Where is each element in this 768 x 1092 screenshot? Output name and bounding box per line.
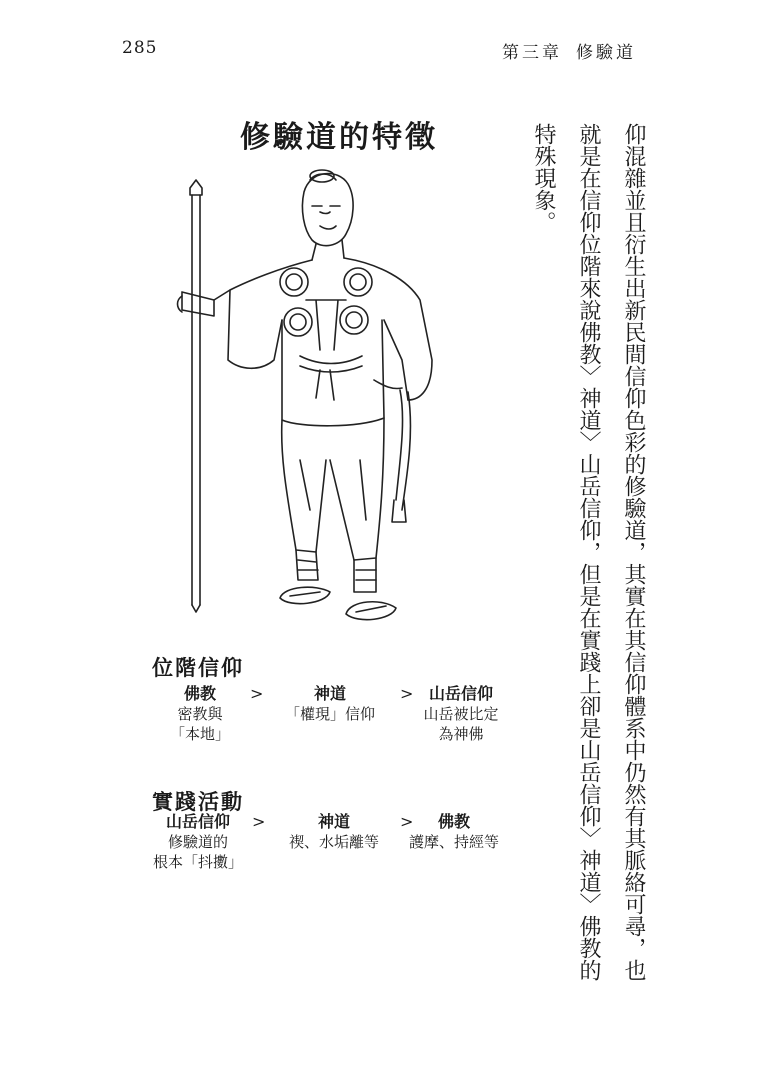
practice-item-main: 山岳信仰 xyxy=(165,812,230,831)
chapter-title: 修驗道 xyxy=(576,43,636,63)
practice-separator: > xyxy=(252,812,266,831)
practice-item-buddhism xyxy=(402,812,506,852)
hierarchy-item-sub: 「權現」信仰 xyxy=(284,705,375,723)
hierarchy-item-sub: 「本地」 xyxy=(170,725,231,743)
hierarchy-item-buddhism xyxy=(170,684,230,744)
hierarchy-item-sub: 密教與 xyxy=(177,705,223,723)
practice-item-main: 神道 xyxy=(317,812,350,831)
practice-item-sub: 根本「抖擻」 xyxy=(152,853,243,871)
practice-item-mountain xyxy=(150,812,246,872)
running-head xyxy=(502,38,636,63)
hierarchy-item-main: 神道 xyxy=(313,684,346,703)
yamabushi-figure-icon xyxy=(170,160,460,660)
hierarchy-item-sub: 為神佛 xyxy=(438,725,484,743)
hierarchy-item-sub: 山岳被比定 xyxy=(423,705,499,723)
hierarchy-title: 位階信仰 xyxy=(152,655,244,680)
practice-item-main: 佛教 xyxy=(437,812,470,831)
hierarchy-item-mountain xyxy=(418,684,504,744)
hierarchy-item-main: 佛教 xyxy=(183,684,216,703)
practice-separator: > xyxy=(400,812,414,831)
hierarchy-separator: > xyxy=(400,684,414,703)
body-column-3: 特殊現象。 xyxy=(531,123,556,233)
practice-item-sub: 修驗道的 xyxy=(167,833,228,851)
practice-item-sub: 護摩、持經等 xyxy=(408,833,499,851)
body-column-1: 仰混雜並且衍生出新民間信仰色彩的修驗道，其實在其信仰體系中仍然有其脈絡可尋，也 xyxy=(621,123,646,981)
hierarchy-item-main: 山岳信仰 xyxy=(428,684,493,703)
chapter-number: 第三章 xyxy=(502,43,562,63)
body-column-2: 就是在信仰位階來說佛教〉神道〉山岳信仰，但是在實踐上卻是山岳信仰〉神道〉佛教的 xyxy=(576,123,601,981)
practice-item-sub: 禊、水垢離等 xyxy=(288,833,379,851)
page-number: 285 xyxy=(122,38,158,58)
figure-title: 修驗道的特徵 xyxy=(240,120,438,155)
practice-title: 實踐活動 xyxy=(152,789,244,814)
hierarchy-item-shinto xyxy=(280,684,380,724)
hierarchy-separator: > xyxy=(250,684,264,703)
practice-item-shinto xyxy=(282,812,386,852)
